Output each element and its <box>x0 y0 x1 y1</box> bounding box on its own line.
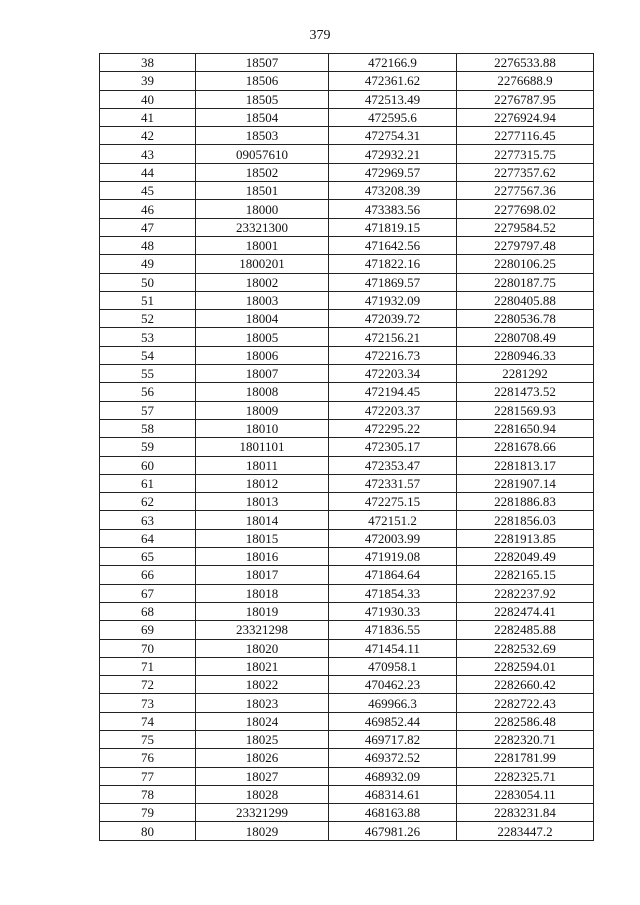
row-index-cell: 50 <box>100 273 196 291</box>
table-row <box>100 310 594 328</box>
x-coordinate-cell: 469372.52 <box>329 749 457 767</box>
y-coordinate-cell: 2277698.02 <box>457 200 594 218</box>
table-row <box>100 255 594 273</box>
row-index-cell: 72 <box>100 676 196 694</box>
y-coordinate-cell: 2277315.75 <box>457 145 594 163</box>
table-row <box>100 401 594 419</box>
y-coordinate-cell: 2281907.14 <box>457 474 594 492</box>
table-row <box>100 163 594 181</box>
row-index-cell: 38 <box>100 54 196 72</box>
row-index-cell: 79 <box>100 804 196 822</box>
table-row <box>100 657 594 675</box>
x-coordinate-cell: 472932.21 <box>329 145 457 163</box>
y-coordinate-cell: 2279584.52 <box>457 218 594 236</box>
y-coordinate-cell: 2280708.49 <box>457 328 594 346</box>
y-coordinate-cell: 2282532.69 <box>457 639 594 657</box>
table-row <box>100 730 594 748</box>
point-id-cell: 18502 <box>196 163 329 181</box>
point-id-cell: 18004 <box>196 310 329 328</box>
x-coordinate-cell: 472039.72 <box>329 310 457 328</box>
y-coordinate-cell: 2282320.71 <box>457 730 594 748</box>
table-row <box>100 822 594 840</box>
y-coordinate-cell: 2276688.9 <box>457 72 594 90</box>
row-index-cell: 76 <box>100 749 196 767</box>
x-coordinate-cell: 469717.82 <box>329 730 457 748</box>
y-coordinate-cell: 2282660.42 <box>457 676 594 694</box>
x-coordinate-cell: 471930.33 <box>329 602 457 620</box>
x-coordinate-cell: 472295.22 <box>329 419 457 437</box>
row-index-cell: 46 <box>100 200 196 218</box>
row-index-cell: 66 <box>100 566 196 584</box>
y-coordinate-cell: 2281650.94 <box>457 419 594 437</box>
table-row <box>100 584 594 602</box>
y-coordinate-cell: 2281813.17 <box>457 456 594 474</box>
row-index-cell: 74 <box>100 712 196 730</box>
y-coordinate-cell: 2282474.41 <box>457 602 594 620</box>
x-coordinate-cell: 471642.56 <box>329 236 457 254</box>
x-coordinate-cell: 471864.64 <box>329 566 457 584</box>
row-index-cell: 56 <box>100 383 196 401</box>
x-coordinate-cell: 469966.3 <box>329 694 457 712</box>
row-index-cell: 53 <box>100 328 196 346</box>
row-index-cell: 62 <box>100 493 196 511</box>
point-id-cell: 18016 <box>196 548 329 566</box>
x-coordinate-cell: 472216.73 <box>329 346 457 364</box>
table-row <box>100 218 594 236</box>
point-id-cell: 18504 <box>196 108 329 126</box>
y-coordinate-cell: 2276533.88 <box>457 54 594 72</box>
row-index-cell: 67 <box>100 584 196 602</box>
y-coordinate-cell: 2281856.03 <box>457 511 594 529</box>
point-id-cell: 23321300 <box>196 218 329 236</box>
y-coordinate-cell: 2283447.2 <box>457 822 594 840</box>
table-row <box>100 767 594 785</box>
row-index-cell: 43 <box>100 145 196 163</box>
row-index-cell: 45 <box>100 182 196 200</box>
row-index-cell: 80 <box>100 822 196 840</box>
table-row <box>100 273 594 291</box>
x-coordinate-cell: 468932.09 <box>329 767 457 785</box>
x-coordinate-cell: 472203.37 <box>329 401 457 419</box>
point-id-cell: 18009 <box>196 401 329 419</box>
x-coordinate-cell: 473383.56 <box>329 200 457 218</box>
point-id-cell: 18006 <box>196 346 329 364</box>
table-row <box>100 602 594 620</box>
x-coordinate-cell: 472331.57 <box>329 474 457 492</box>
point-id-cell: 18028 <box>196 785 329 803</box>
row-index-cell: 54 <box>100 346 196 364</box>
point-id-cell: 23321298 <box>196 621 329 639</box>
point-id-cell: 18506 <box>196 72 329 90</box>
table-row <box>100 346 594 364</box>
x-coordinate-cell: 471836.55 <box>329 621 457 639</box>
y-coordinate-cell: 2283054.11 <box>457 785 594 803</box>
point-id-cell: 1801101 <box>196 438 329 456</box>
y-coordinate-cell: 2282237.92 <box>457 584 594 602</box>
table-row <box>100 54 594 72</box>
table-row <box>100 639 594 657</box>
y-coordinate-cell: 2282485.88 <box>457 621 594 639</box>
point-id-cell: 18507 <box>196 54 329 72</box>
table-row <box>100 438 594 456</box>
row-index-cell: 49 <box>100 255 196 273</box>
table-row <box>100 72 594 90</box>
x-coordinate-cell: 472595.6 <box>329 108 457 126</box>
y-coordinate-cell: 2281913.85 <box>457 529 594 547</box>
point-id-cell: 18005 <box>196 328 329 346</box>
point-id-cell: 18011 <box>196 456 329 474</box>
point-id-cell: 09057610 <box>196 145 329 163</box>
row-index-cell: 69 <box>100 621 196 639</box>
x-coordinate-cell: 472203.34 <box>329 365 457 383</box>
point-id-cell: 18022 <box>196 676 329 694</box>
row-index-cell: 70 <box>100 639 196 657</box>
row-index-cell: 47 <box>100 218 196 236</box>
x-coordinate-cell: 471869.57 <box>329 273 457 291</box>
x-coordinate-cell: 469852.44 <box>329 712 457 730</box>
y-coordinate-cell: 2281473.52 <box>457 383 594 401</box>
point-id-cell: 18012 <box>196 474 329 492</box>
y-coordinate-cell: 2282325.71 <box>457 767 594 785</box>
x-coordinate-cell: 472969.57 <box>329 163 457 181</box>
row-index-cell: 48 <box>100 236 196 254</box>
y-coordinate-cell: 2282594.01 <box>457 657 594 675</box>
point-id-cell: 18026 <box>196 749 329 767</box>
y-coordinate-cell: 2281678.66 <box>457 438 594 456</box>
y-coordinate-cell: 2280536.78 <box>457 310 594 328</box>
point-id-cell: 18020 <box>196 639 329 657</box>
table-row <box>100 676 594 694</box>
row-index-cell: 42 <box>100 127 196 145</box>
x-coordinate-cell: 472166.9 <box>329 54 457 72</box>
y-coordinate-cell: 2282165.15 <box>457 566 594 584</box>
x-coordinate-cell: 472754.31 <box>329 127 457 145</box>
point-id-cell: 18501 <box>196 182 329 200</box>
point-id-cell: 18007 <box>196 365 329 383</box>
row-index-cell: 78 <box>100 785 196 803</box>
y-coordinate-cell: 2277116.45 <box>457 127 594 145</box>
table-row <box>100 785 594 803</box>
row-index-cell: 60 <box>100 456 196 474</box>
row-index-cell: 52 <box>100 310 196 328</box>
table-row <box>100 200 594 218</box>
row-index-cell: 61 <box>100 474 196 492</box>
x-coordinate-cell: 472194.45 <box>329 383 457 401</box>
x-coordinate-cell: 471819.15 <box>329 218 457 236</box>
table-row <box>100 383 594 401</box>
point-id-cell: 18024 <box>196 712 329 730</box>
y-coordinate-cell: 2280946.33 <box>457 346 594 364</box>
point-id-cell: 18015 <box>196 529 329 547</box>
x-coordinate-cell: 472361.62 <box>329 72 457 90</box>
row-index-cell: 58 <box>100 419 196 437</box>
y-coordinate-cell: 2276924.94 <box>457 108 594 126</box>
table-row <box>100 749 594 767</box>
x-coordinate-cell: 472156.21 <box>329 328 457 346</box>
row-index-cell: 40 <box>100 90 196 108</box>
point-id-cell: 18017 <box>196 566 329 584</box>
y-coordinate-cell: 2281292 <box>457 365 594 383</box>
y-coordinate-cell: 2281886.83 <box>457 493 594 511</box>
table-row <box>100 236 594 254</box>
point-id-cell: 1800201 <box>196 255 329 273</box>
table-row <box>100 621 594 639</box>
x-coordinate-cell: 471919.08 <box>329 548 457 566</box>
row-index-cell: 75 <box>100 730 196 748</box>
table-row <box>100 566 594 584</box>
table-row <box>100 419 594 437</box>
row-index-cell: 63 <box>100 511 196 529</box>
x-coordinate-cell: 472513.49 <box>329 90 457 108</box>
point-id-cell: 18029 <box>196 822 329 840</box>
point-id-cell: 18019 <box>196 602 329 620</box>
point-id-cell: 18002 <box>196 273 329 291</box>
x-coordinate-cell: 467981.26 <box>329 822 457 840</box>
x-coordinate-cell: 473208.39 <box>329 182 457 200</box>
point-id-cell: 18013 <box>196 493 329 511</box>
y-coordinate-cell: 2277357.62 <box>457 163 594 181</box>
x-coordinate-cell: 471454.11 <box>329 639 457 657</box>
table-row <box>100 694 594 712</box>
point-id-cell: 18001 <box>196 236 329 254</box>
row-index-cell: 65 <box>100 548 196 566</box>
table-row <box>100 474 594 492</box>
x-coordinate-cell: 471822.16 <box>329 255 457 273</box>
y-coordinate-cell: 2280106.25 <box>457 255 594 273</box>
point-id-cell: 18008 <box>196 383 329 401</box>
point-id-cell: 18018 <box>196 584 329 602</box>
x-coordinate-cell: 468314.61 <box>329 785 457 803</box>
y-coordinate-cell: 2279797.48 <box>457 236 594 254</box>
table-row <box>100 182 594 200</box>
row-index-cell: 64 <box>100 529 196 547</box>
y-coordinate-cell: 2282722.43 <box>457 694 594 712</box>
y-coordinate-cell: 2281569.93 <box>457 401 594 419</box>
page-number: 379 <box>309 28 331 43</box>
point-id-cell: 18014 <box>196 511 329 529</box>
y-coordinate-cell: 2280405.88 <box>457 291 594 309</box>
point-id-cell: 18025 <box>196 730 329 748</box>
point-id-cell: 23321299 <box>196 804 329 822</box>
row-index-cell: 44 <box>100 163 196 181</box>
row-index-cell: 59 <box>100 438 196 456</box>
row-index-cell: 77 <box>100 767 196 785</box>
row-index-cell: 57 <box>100 401 196 419</box>
table-row <box>100 145 594 163</box>
row-index-cell: 55 <box>100 365 196 383</box>
row-index-cell: 68 <box>100 602 196 620</box>
table-row <box>100 712 594 730</box>
table-row <box>100 127 594 145</box>
row-index-cell: 51 <box>100 291 196 309</box>
table-row <box>100 493 594 511</box>
table-row <box>100 90 594 108</box>
table-row <box>100 548 594 566</box>
point-id-cell: 18021 <box>196 657 329 675</box>
coordinates-table <box>99 53 594 841</box>
point-id-cell: 18010 <box>196 419 329 437</box>
x-coordinate-cell: 471932.09 <box>329 291 457 309</box>
x-coordinate-cell: 472151.2 <box>329 511 457 529</box>
y-coordinate-cell: 2276787.95 <box>457 90 594 108</box>
x-coordinate-cell: 472305.17 <box>329 438 457 456</box>
point-id-cell: 18000 <box>196 200 329 218</box>
x-coordinate-cell: 470958.1 <box>329 657 457 675</box>
point-id-cell: 18027 <box>196 767 329 785</box>
x-coordinate-cell: 471854.33 <box>329 584 457 602</box>
table-body <box>100 54 594 841</box>
point-id-cell: 18023 <box>196 694 329 712</box>
row-index-cell: 39 <box>100 72 196 90</box>
table-row <box>100 328 594 346</box>
table-row <box>100 365 594 383</box>
table-row <box>100 529 594 547</box>
row-index-cell: 73 <box>100 694 196 712</box>
y-coordinate-cell: 2281781.99 <box>457 749 594 767</box>
x-coordinate-cell: 468163.88 <box>329 804 457 822</box>
x-coordinate-cell: 470462.23 <box>329 676 457 694</box>
y-coordinate-cell: 2282586.48 <box>457 712 594 730</box>
x-coordinate-cell: 472275.15 <box>329 493 457 511</box>
point-id-cell: 18503 <box>196 127 329 145</box>
table-row <box>100 456 594 474</box>
table-row <box>100 291 594 309</box>
y-coordinate-cell: 2280187.75 <box>457 273 594 291</box>
y-coordinate-cell: 2282049.49 <box>457 548 594 566</box>
x-coordinate-cell: 472003.99 <box>329 529 457 547</box>
table-row <box>100 108 594 126</box>
y-coordinate-cell: 2283231.84 <box>457 804 594 822</box>
row-index-cell: 71 <box>100 657 196 675</box>
row-index-cell: 41 <box>100 108 196 126</box>
table-row <box>100 804 594 822</box>
point-id-cell: 18505 <box>196 90 329 108</box>
x-coordinate-cell: 472353.47 <box>329 456 457 474</box>
point-id-cell: 18003 <box>196 291 329 309</box>
table-row <box>100 511 594 529</box>
y-coordinate-cell: 2277567.36 <box>457 182 594 200</box>
